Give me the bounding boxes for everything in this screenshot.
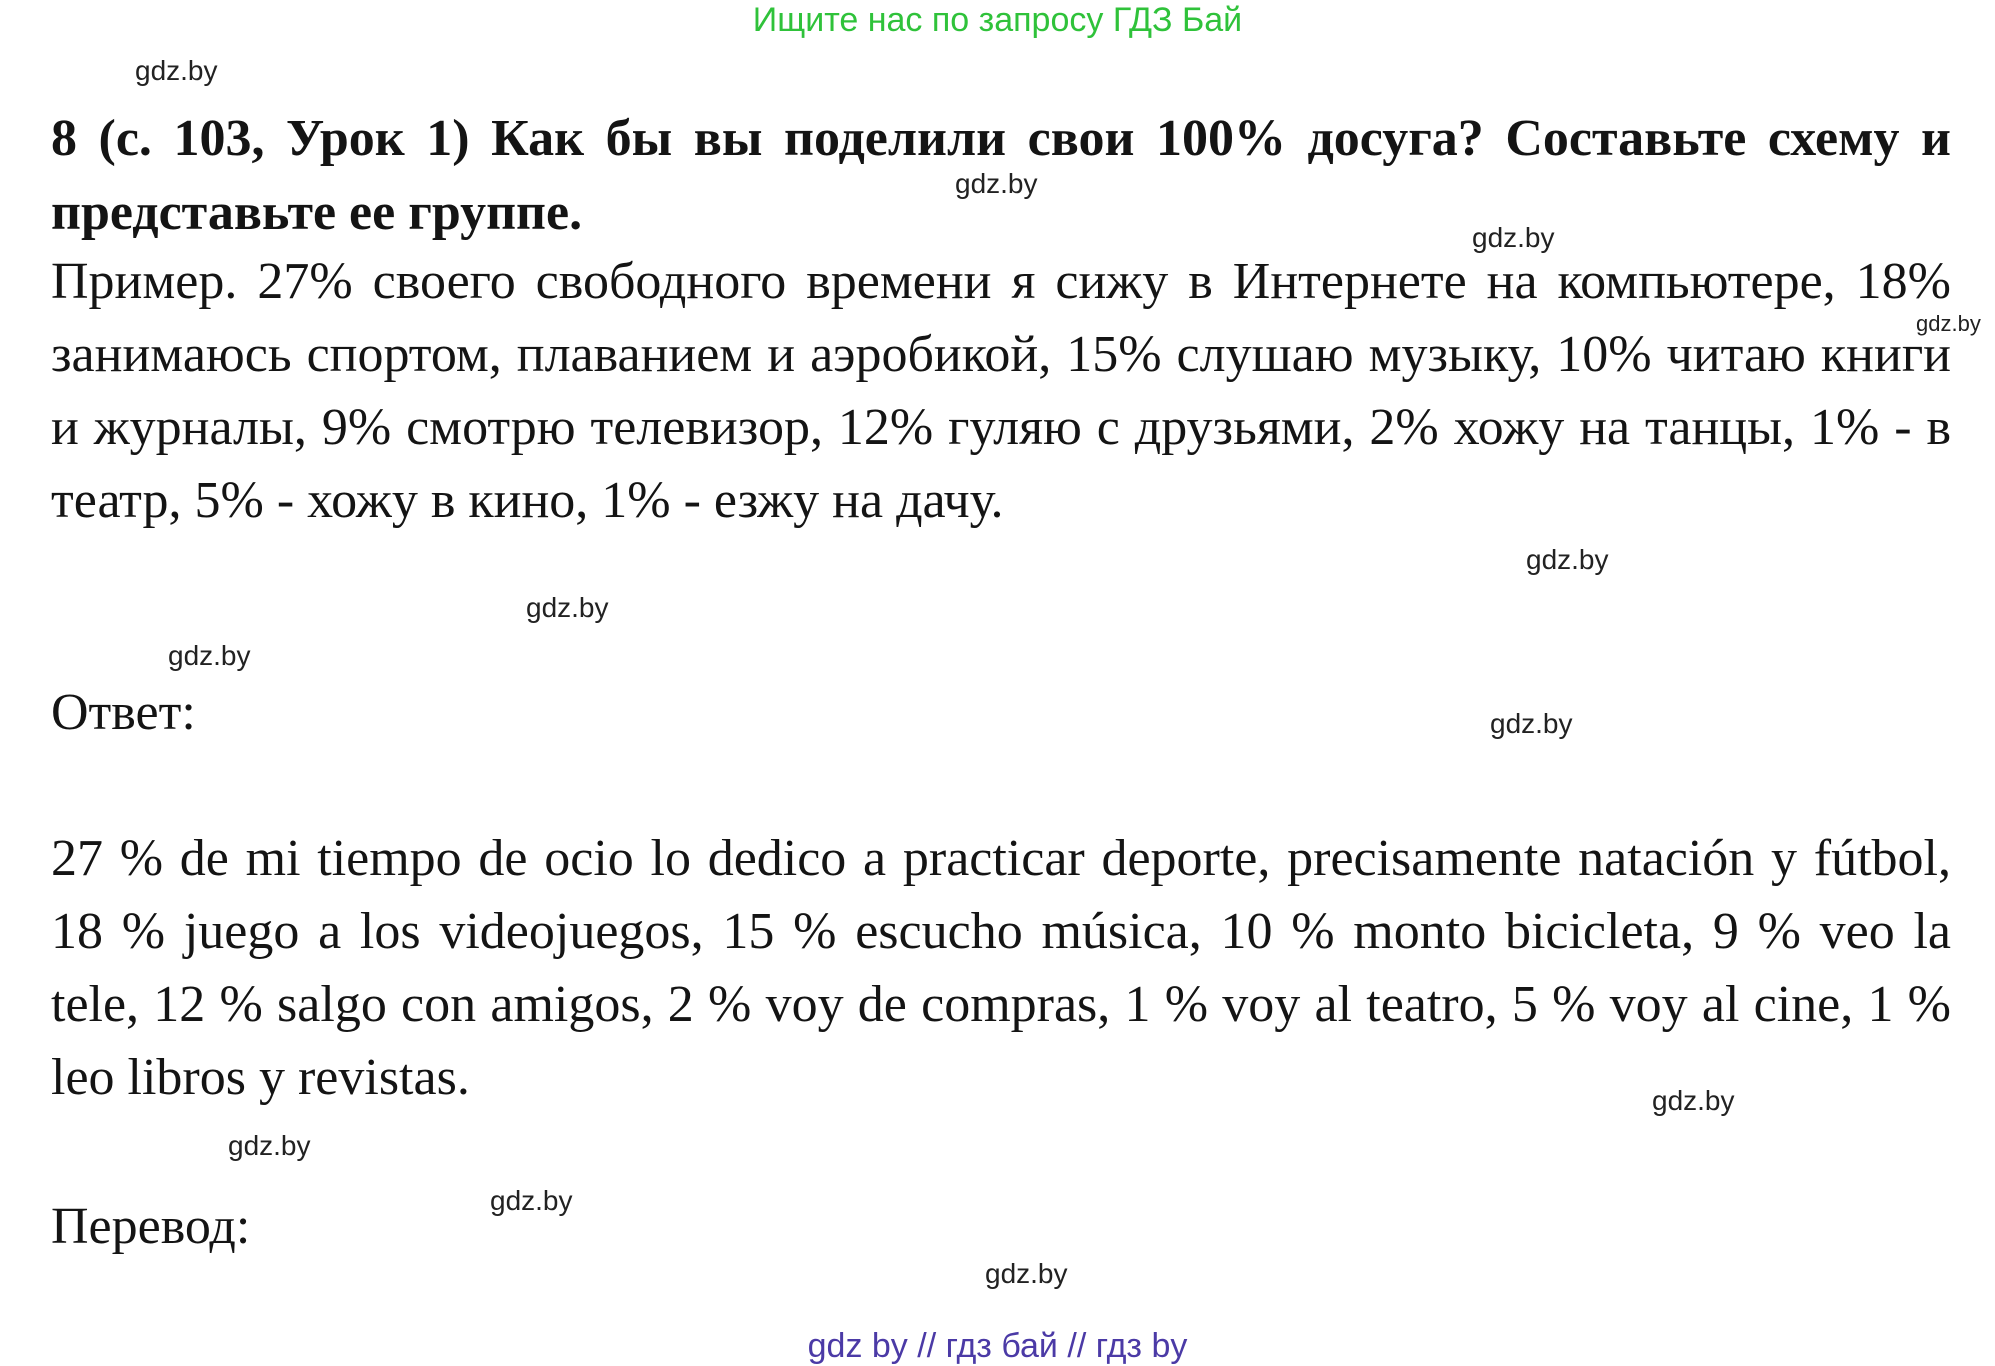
- watermark: gdz.by: [1526, 544, 1609, 575]
- watermark: gdz.by: [526, 592, 609, 623]
- watermark: gdz.by: [135, 55, 218, 86]
- watermark: gdz.by: [228, 1130, 311, 1161]
- translation-label: Перевод:: [51, 1198, 251, 1255]
- answer-label: Ответ:: [51, 684, 196, 741]
- watermark: gdz.by: [955, 168, 1038, 199]
- watermark: gdz.by: [168, 640, 251, 671]
- answer-paragraph: 27 % de mi tiempo de ocio lo dedico a practicar deporte, precisamente natación y fútbol, 18 % juego a los videojuegos, 15 % escucho música, 10 % monto bicicleta, 9 % veo la tele, 12 % salgo con amigos, 2 % voy de compras, 1 % voy al teatro, 5 % voy al cine, 1 % leo libros y revistas.: [51, 830, 1951, 1106]
- watermark: gdz.by: [490, 1185, 573, 1216]
- search-banner: Ищите нас по запросу ГДЗ Бай: [752, 1, 1243, 39]
- example-paragraph: Пример. 27% своего свободного времени я сижу в Интернете на компьютере, 18% занимаюсь спортом, плаванием и аэробикой, 15% слушаю музыку, 10% читаю книги и журналы, 9% смотрю телевизор, 12% гуляю с друзьями, 2% хожу на танцы, 1% - в театр, 5% - хожу в кино, 1% - езжу на дачу.: [51, 253, 1951, 529]
- watermark: gdz.by: [1652, 1085, 1735, 1116]
- watermark: gdz.by: [1490, 708, 1573, 739]
- footer-links: gdz by // гдз бай // гдз by: [807, 1327, 1188, 1365]
- watermark: gdz.by: [1472, 222, 1555, 253]
- watermark: gdz.by: [985, 1258, 1068, 1289]
- task-heading: 8 (с. 103, Урок 1) Как бы вы поделили свои 100% досуга? Составьте схему и представьте ее группе.: [51, 110, 1951, 241]
- watermark: gdz.by: [1916, 311, 1981, 336]
